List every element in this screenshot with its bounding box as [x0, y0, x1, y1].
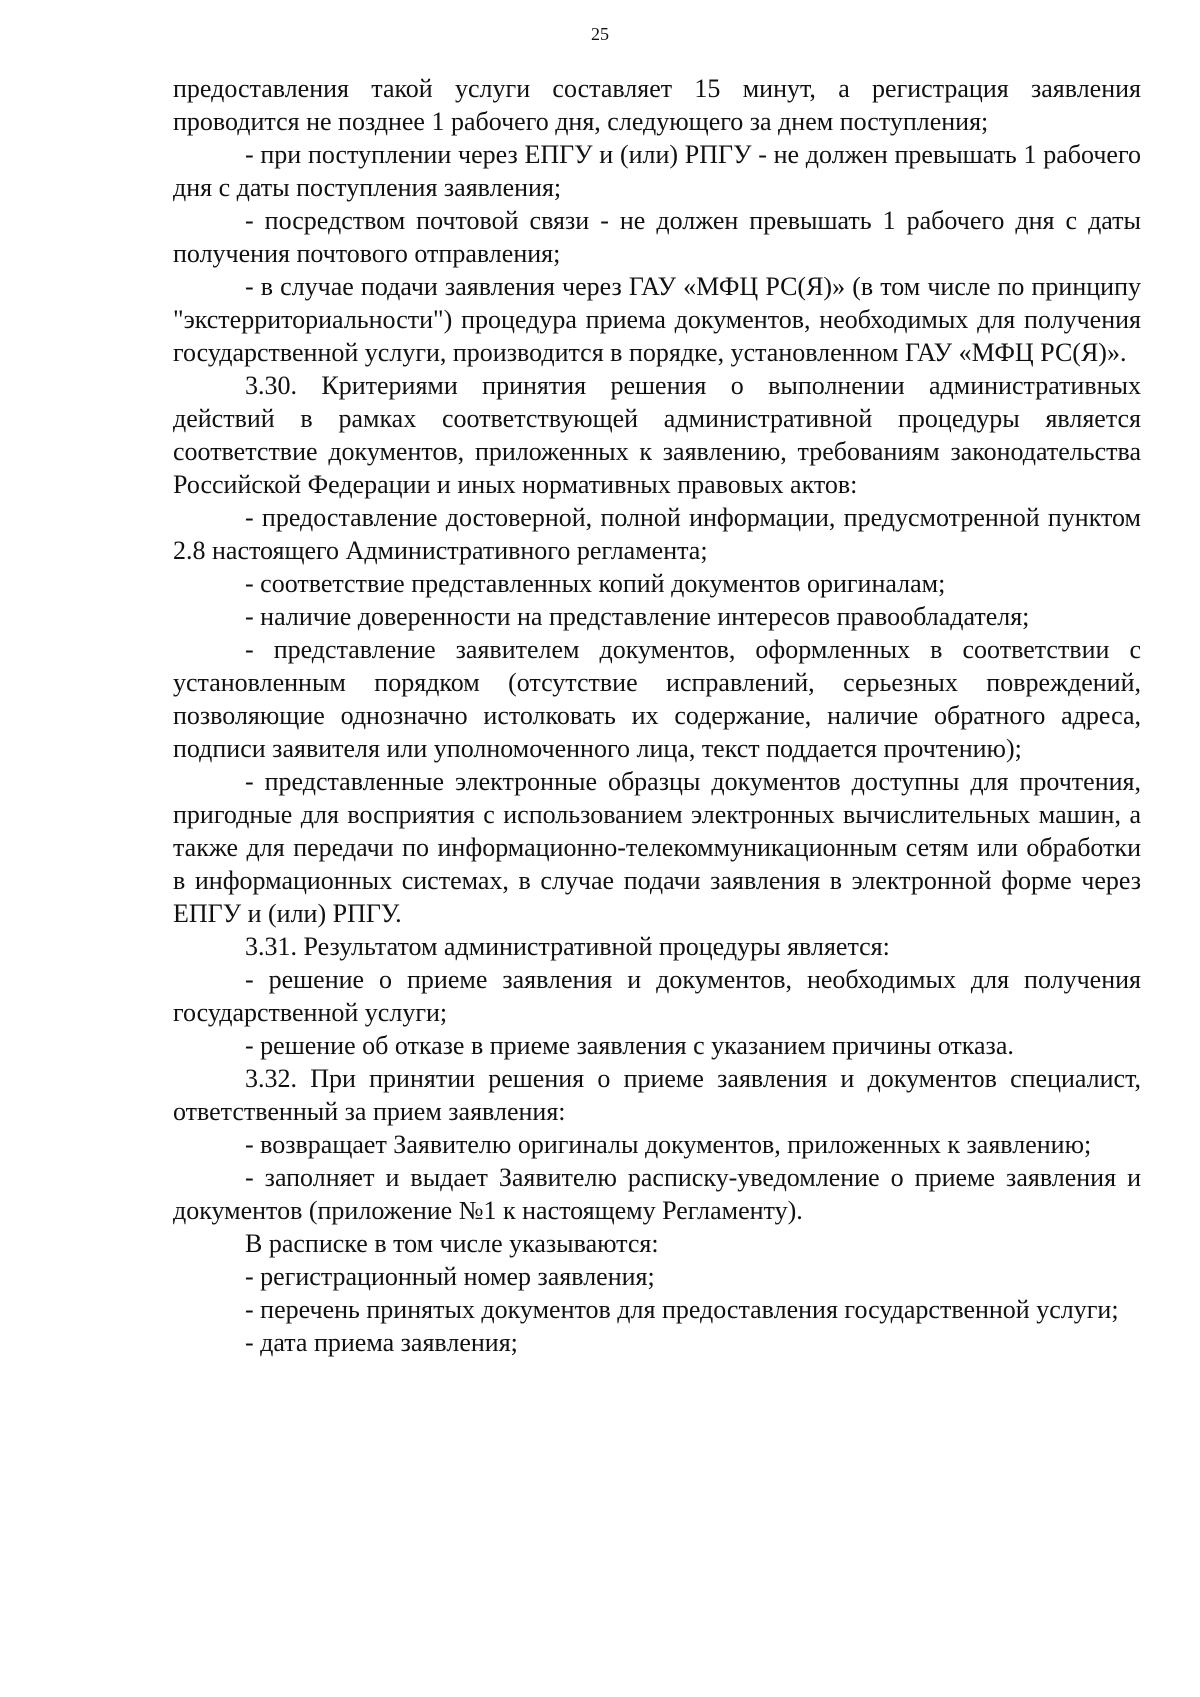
list-item: - заполняет и выдает Заявителю расписку-уведомление о приеме заявления и документов (приложение №1 к настоящему Регламенту).: [173, 1163, 1141, 1225]
list-item: - решение об отказе в приеме заявления с указанием причины отказа.: [245, 1031, 1014, 1060]
clause-3-31: 3.31. Результатом административной процедуры является:: [245, 932, 890, 961]
clause-3-30: 3.30. Критериями принятия решения о выполнении административных действий в рамках соответствующей административной процедуры является соответствие документов, приложенных к заявлению, требованиям законодательства Российской Федерации и иных нормативных правовых актов:: [173, 371, 1141, 499]
list-item: - возвращает Заявителю оригиналы документов, приложенных к заявлению;: [245, 1130, 1092, 1159]
list-item: - представление заявителем документов, оформленных в соответствии с установленным порядком (отсутствие исправлений, серьезных повреждений, позволяющие однозначно истолковать их содержание, наличие обратного адреса, подписи заявителя или уполномоченного лица, текст поддается прочтению);: [173, 635, 1141, 763]
list-item: - соответствие представленных копий документов оригиналам;: [245, 569, 946, 598]
list-item: - представленные электронные образцы документов доступны для прочтения, пригодные для восприятия с использованием электронных вычислительных машин, а также для передачи по информационно-телекоммуникационным сетям или обработки в информационных системах, в случае подачи заявления в электронной форме через ЕПГУ и (или) РПГУ.: [173, 767, 1141, 928]
list-item: - наличие доверенности на представление интересов правообладателя;: [245, 602, 1030, 631]
list-item: - решение о приеме заявления и документов, необходимых для получения государственной услуги;: [173, 965, 1141, 1027]
receipt-intro: В расписке в том числе указываются:: [245, 1229, 659, 1258]
list-item: - перечень принятых документов для предоставления государственной услуги;: [245, 1295, 1119, 1324]
clause-3-32: 3.32. При принятии решения о приеме заявления и документов специалист, ответственный за прием заявления:: [173, 1064, 1141, 1126]
list-item-epgu-deadline: - при поступлении через ЕПГУ и (или) РПГУ - не должен превышать 1 рабочего дня с даты поступления заявления;: [173, 140, 1141, 202]
document-body: [173, 72, 1141, 1359]
list-item-mfc-procedure: - в случае подачи заявления через ГАУ «МФЦ РС(Я)» (в том числе по принципу "экстерриториальности") процедура приема документов, необходимых для получения государственной услуги, производится в порядке, установленном ГАУ «МФЦ РС(Я)».: [173, 272, 1141, 367]
paragraph: предоставления такой услуги составляет 15 минут, а регистрация заявления проводится не позднее 1 рабочего дня, следующего за днем поступления;: [173, 74, 1141, 136]
list-item: - дата приема заявления;: [245, 1328, 518, 1357]
page-number: 25: [591, 24, 609, 44]
list-item: - предоставление достоверной, полной информации, предусмотренной пунктом 2.8 настоящего Административного регламента;: [173, 503, 1141, 565]
list-item: - регистрационный номер заявления;: [245, 1262, 655, 1291]
list-item-postal-deadline: - посредством почтовой связи - не должен превышать 1 рабочего дня с даты получения почтового отправления;: [173, 206, 1141, 268]
